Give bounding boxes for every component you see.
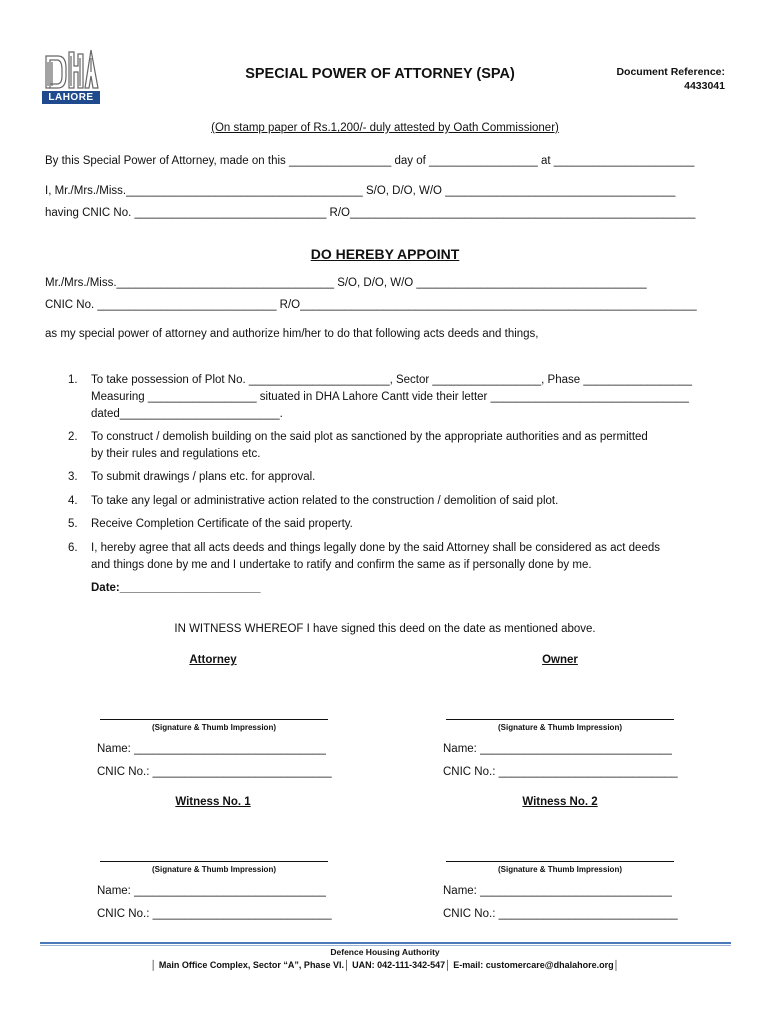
list-item-line: dated_________________________. [91, 408, 283, 420]
witness-1-signature-caption: (Signature & Thumb Impression) [151, 865, 276, 874]
logo-caption: LAHORE [42, 91, 100, 104]
witness-2-name-field: Name: ______________________________ [443, 885, 672, 897]
document-title: SPECIAL POWER OF ATTORNEY (SPA) [245, 66, 515, 82]
appointee-line-1: Mr./Mrs./Miss.__________________________________ S/O, D/O, W/O ____________________________________ [45, 277, 647, 289]
list-item-line: by their rules and regulations etc. [91, 448, 261, 460]
appointee-line-2: CNIC No. ____________________________ R/O______________________________________________________________ [45, 299, 697, 311]
authorize-statement: as my special power of attorney and authorize him/her to do that following acts deeds and things, [45, 328, 539, 340]
owner-cnic-field: CNIC No.: ____________________________ [443, 766, 678, 778]
witness-2-cnic-field: CNIC No.: ____________________________ [443, 908, 678, 920]
list-item-line: Receive Completion Certificate of the said property. [91, 518, 353, 530]
list-item-line: Measuring _________________ situated in DHA Lahore Cantt vide their letter _______________________________ [91, 391, 689, 403]
dha-logo [42, 48, 100, 104]
witness-2-heading: Witness No. 2 [522, 796, 598, 808]
witness-statement: IN WITNESS WHEREOF I have signed this deed on the date as mentioned above. [174, 623, 596, 635]
footer-contact: │ Main Office Complex, Sector “A”, Phase VI.│ UAN: 042-111-342-547│ E-mail: customercare@dhalahore.org│ [150, 960, 620, 970]
footer-organization: Defence Housing Authority [330, 947, 440, 957]
owner-signature-caption: (Signature & Thumb Impression) [497, 723, 622, 732]
witness-1-name-field: Name: ______________________________ [97, 885, 326, 897]
stamp-paper-note: (On stamp paper of Rs.1,200/- duly attested by Oath Commissioner) [211, 122, 559, 134]
list-item-number: 5. [68, 518, 78, 530]
intro-line-1: By this Special Power of Attorney, made on this ________________ day of _________________ at ______________________ [45, 155, 695, 167]
list-item-line: To take possession of Plot No. ______________________, Sector _________________, Phase _________________ [91, 374, 693, 386]
owner-name-field: Name: ______________________________ [443, 743, 672, 755]
footer-divider [40, 942, 731, 944]
list-item-line: To submit drawings / plans etc. for approval. [91, 471, 316, 483]
list-item-line: To construct / demolish building on the said plot as sanctioned by the appropriate authorities and as permitted [91, 431, 648, 443]
dha-skyline-icon [42, 48, 100, 90]
document-reference-value: 4433041 [684, 80, 725, 92]
list-item-line: To take any legal or administrative action related to the construction / demolition of said plot. [91, 495, 559, 507]
owner-signature-line [446, 719, 674, 720]
attorney-signature-caption: (Signature & Thumb Impression) [151, 723, 276, 732]
list-item-number: 1. [68, 374, 78, 386]
list-item-number: 3. [68, 471, 78, 483]
attorney-name-field: Name: ______________________________ [97, 743, 326, 755]
list-item-line: I, hereby agree that all acts deeds and things legally done by the said Attorney shall be considered as act deeds [91, 542, 660, 554]
intro-line-3: having CNIC No. ______________________________ R/O______________________________________________________ [45, 207, 696, 219]
document-reference-label: Document Reference: [616, 66, 725, 78]
list-item-number: 2. [68, 431, 78, 443]
witness-1-cnic-field: CNIC No.: ____________________________ [97, 908, 332, 920]
owner-heading: Owner [542, 654, 578, 666]
attorney-heading: Attorney [189, 654, 237, 666]
attorney-cnic-field: CNIC No.: ____________________________ [97, 766, 332, 778]
witness-1-signature-line [100, 861, 328, 862]
attorney-signature-line [100, 719, 328, 720]
list-item-number: 4. [68, 495, 78, 507]
date-field: Date:______________________ [91, 582, 261, 594]
appoint-heading: DO HEREBY APPOINT [310, 246, 460, 262]
witness-2-signature-line [446, 861, 674, 862]
list-item-line: and things done by me and I undertake to ratify and confirm the same as if personally done by me. [91, 559, 592, 571]
witness-2-signature-caption: (Signature & Thumb Impression) [497, 865, 622, 874]
intro-line-2: I, Mr./Mrs./Miss._____________________________________ S/O, D/O, W/O ____________________________________ [45, 185, 676, 197]
list-item-number: 6. [68, 542, 78, 554]
witness-1-heading: Witness No. 1 [175, 796, 251, 808]
